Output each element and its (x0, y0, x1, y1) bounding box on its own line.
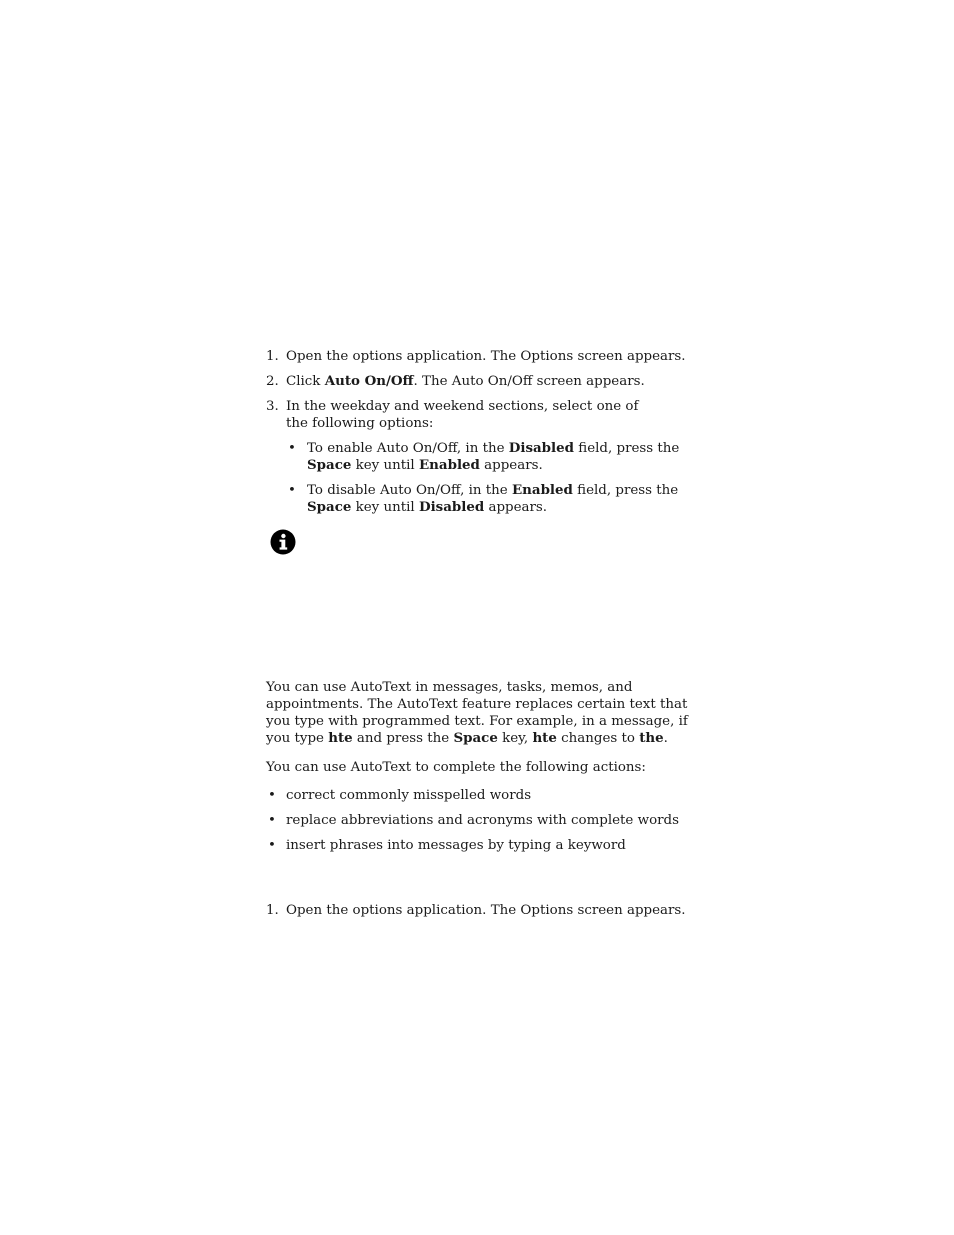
step-number: 2. (266, 374, 279, 389)
step-number: 1. (266, 349, 279, 364)
step-text: Open the options application. The Options screen appears. (286, 349, 686, 364)
bullet-symbol: • (268, 788, 276, 803)
bullet-symbol: • (268, 813, 276, 828)
step-number: 3. (266, 399, 279, 414)
step-number: 1. (266, 903, 279, 918)
bullet-symbol: • (288, 441, 296, 456)
autotext-intro-paragraph: You can use AutoText in messages, tasks, memos, and appointments. The AutoText feature replaces certain text that you type with programmed text. For example, in a message, if you type hte and press the Space key, hte changes to the. (266, 680, 688, 746)
bullet-text: replace abbreviations and acronyms with complete words (286, 813, 679, 828)
bullet-symbol: • (288, 483, 296, 498)
bullet-text: insert phrases into messages by typing a keyword (286, 838, 626, 853)
step-text: In the weekday and weekend sections, select one of the following options: (286, 399, 639, 431)
step-text: Open the options application. The Options screen appears. (286, 903, 686, 918)
bullet-text: To disable Auto On/Off, in the Enabled field, press the Space key until Disabled appears. (307, 482, 679, 515)
step-text: Click Auto On/Off. The Auto On/Off screen appears. (286, 373, 645, 389)
info-icon (270, 529, 296, 555)
bullet-symbol: • (268, 838, 276, 853)
bullet-text: To enable Auto On/Off, in the Disabled field, press the Space key until Enabled appears. (307, 440, 680, 473)
autotext-actions-paragraph: You can use AutoText to complete the following actions: (266, 760, 646, 775)
bullet-text: correct commonly misspelled words (286, 788, 532, 803)
